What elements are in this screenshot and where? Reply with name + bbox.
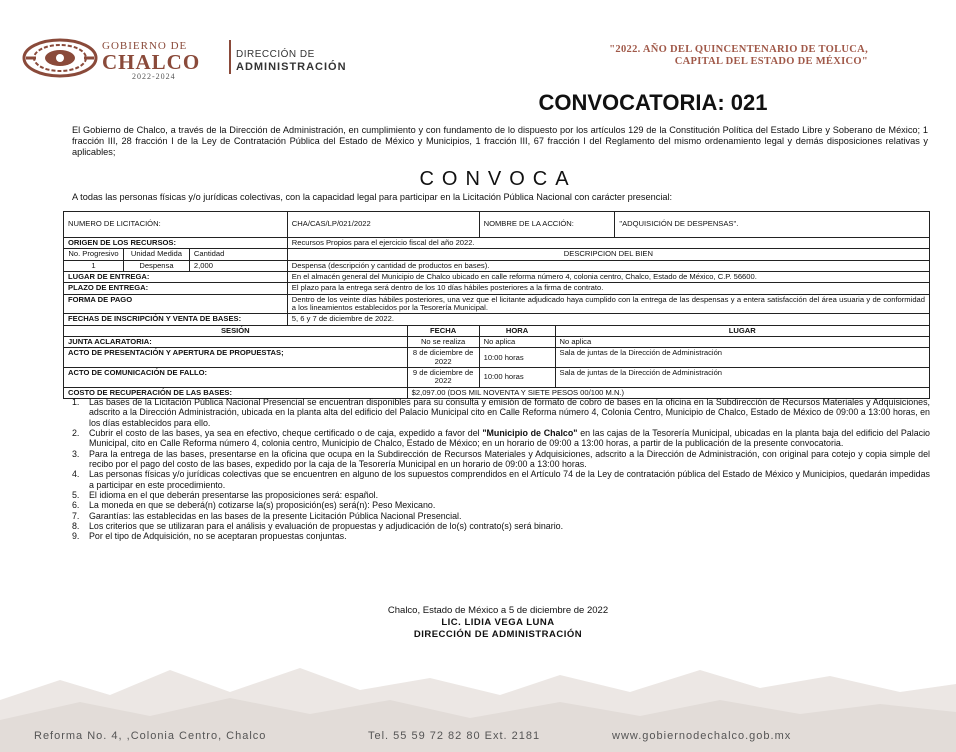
forma-label: FORMA DE PAGO xyxy=(64,294,288,314)
letterhead xyxy=(0,0,956,90)
table-row xyxy=(64,337,930,348)
origen-label: ORIGEN DE LOS RECURSOS: xyxy=(64,238,288,249)
government-logo-text xyxy=(102,41,200,81)
signatory-position: DIRECCIÓN DE ADMINISTRACIÓN xyxy=(413,628,583,640)
session3-lugar: Sala de juntas de la Dirección de Administración xyxy=(555,368,929,388)
place-date: Chalco, Estado de México a 5 de diciembre de 2022 xyxy=(387,605,609,616)
forma-value: Dentro de los veinte días hábiles posteriores, una vez que el licitante adjudicado haya cumplido con la entrega de las despensas y a entera satisfacción del área usuaria y de conformidad a los lineamientos establecidos por la Tesorería Municipal. xyxy=(287,294,929,314)
session3-hora: 10:00 horas xyxy=(479,368,555,388)
fecha-header: FECHA xyxy=(407,325,479,336)
list-item: 2. Cubrir el costo de las bases, ya sea en efectivo, cheque certificado o de caja, expedido a favor del "Municipio de Chalco" en las cajas de la Tesorería Municipal, ubicadas en la planta baja del edificio del Palacio Municipal, cito en Calle Reforma número 4, colonia centro, Municipio de Chalco, Estado de México; en un horario de 09:00 a 13:00 horas, a partir de la publicación de la presente convocatoria. xyxy=(72,427,930,449)
lugar-label: LUGAR DE ENTREGA: xyxy=(64,272,288,283)
year-slogan xyxy=(609,44,868,68)
table-row xyxy=(64,294,930,314)
table-row xyxy=(64,238,930,249)
numero-value: CHA/CAS/LP/021/2022 xyxy=(287,212,479,238)
table-row xyxy=(64,325,930,336)
lugar-value: En el almacén general del Municipio de Chalco ubicado en calle reforma número 4, colonia centro, Chalco, Estado de México, C.P. 56600. xyxy=(287,272,929,283)
session3-fecha: 9 de diciembre de 2022 xyxy=(407,368,479,388)
item-cantidad: 2,000 xyxy=(189,260,287,271)
table-row xyxy=(64,260,930,271)
list-item: 6. La moneda en que se deberá(n) cotizarse la(s) proposición(es) será(n): Peso Mexicano. xyxy=(72,500,436,511)
signatory-name: LIC. LIDIA VEGA LUNA xyxy=(441,616,555,628)
chalco-seal-icon xyxy=(22,38,98,78)
session2-fecha: 8 de diciembre de 2022 xyxy=(407,348,479,368)
session1-hora: No aplica xyxy=(479,337,555,348)
item-no: 1 xyxy=(64,260,124,271)
plazo-label: PLAZO DE ENTREGA: xyxy=(64,283,288,294)
intro-paragraph: El Gobierno de Chalco, a través de la Dirección de Administración, en cumplimiento y con fundamento de lo dispuesto por los artículos 129 de la Constitución Política del Estado Libre y Soberano de México; 1 fracción III, 28 fracción I de la Ley de Contratación Pública del Estado de México y Municipios, 1 fracción III, 67 fracción I del Reglamento del mismo ordenamiento legal y demás disposiciones relativas y aplicables; xyxy=(72,125,928,158)
costo-label: COSTO DE RECUPERACIÓN DE LAS BASES: xyxy=(64,387,408,398)
table-row xyxy=(64,283,930,294)
fechas-label: FECHAS DE INSCRIPCIÓN Y VENTA DE BASES: xyxy=(64,314,288,325)
lugar-header: LUGAR xyxy=(555,325,929,336)
col-cantidad-header: Cantidad xyxy=(189,249,287,260)
table-row xyxy=(64,348,930,368)
session1-lugar: No aplica xyxy=(555,337,929,348)
list-item: 4. Las personas físicas y/o jurídicas colectivas que se encuentren en alguno de los supuestos comprendidos en el Artículo 74 de la Ley de contratación pública del Estado de México y Municipios, quedarán impedidas a participar en este procedimiento. xyxy=(72,469,930,490)
convoca-heading: CONVOCA xyxy=(419,168,577,190)
item-description: Despensa (descripción y cantidad de productos en bases). xyxy=(287,260,929,271)
col-no-header: No. Progresivo xyxy=(64,249,124,260)
footer-address: Reforma No. 4, ,Colonia Centro, Chalco xyxy=(34,730,267,742)
footer xyxy=(0,726,956,748)
dept-line2: ADMINISTRACIÓN xyxy=(236,60,347,73)
session2-hora: 10:00 horas xyxy=(479,348,555,368)
sesion-header: SESIÓN xyxy=(64,325,408,336)
accion-value: "ADQUISICIÓN DE DESPENSAS". xyxy=(615,212,930,238)
session3-name: ACTO DE COMUNICACIÓN DE FALLO: xyxy=(64,368,408,388)
numero-label: NUMERO DE LICITACIÓN: xyxy=(64,212,288,238)
col-descripcion-header: DESCRIPCION DEL BIEN xyxy=(287,249,929,260)
col-unidad-header: Unidad Medida xyxy=(123,249,189,260)
costo-value: $2,097.00 (DOS MIL NOVENTA Y SIETE PESOS 00/100 M.N.) xyxy=(407,387,929,398)
table-row xyxy=(64,368,930,388)
list-item: 8. Los criterios que se utilizaran para el análisis y evaluación de propuestas y adjudicación de lo(s) contrato(s) será binario. xyxy=(72,520,564,531)
origen-value: Recursos Propios para el ejercicio fiscal del año 2022. xyxy=(287,238,929,249)
signature-block xyxy=(0,605,956,641)
table-row xyxy=(64,249,930,260)
dept-line1: DIRECCIÓN DE xyxy=(236,49,315,60)
tender-details-table xyxy=(63,211,930,399)
table-row xyxy=(64,212,930,238)
gov-line1: GOBIERNO DE xyxy=(102,40,188,52)
hora-header: HORA xyxy=(479,325,555,336)
terms-list xyxy=(72,397,930,542)
session1-fecha: No se realiza xyxy=(407,337,479,348)
table-row xyxy=(64,314,930,325)
list-item: 1. Las bases de la Licitación Pública Nacional Presencial se encuentran disponibles para su consulta y emisión de formato de cobro de bases en la oficina en la Subdirección de Recursos Materiales y Adquisiciones, adscrito a la Dirección Administración, ubicada en la planta alta del edificio del Palacio Municipal cito en Calle Reforma número 4, Colonia Centro, Municipio de Chalco, Estado de México de 09:00 a 13:00 horas, en los días establecidos para ello. xyxy=(72,397,930,428)
item-unidad: Despensa xyxy=(123,260,189,271)
gov-years: 2022-2024 xyxy=(132,72,176,81)
gov-line2: CHALCO xyxy=(102,50,201,74)
accion-label: NOMBRE DE LA ACCIÓN: xyxy=(479,212,615,238)
footer-website[interactable]: www.gobiernodechalco.gob.mx xyxy=(612,730,792,742)
slogan-line2: CAPITAL DEL ESTADO DE MÉXICO" xyxy=(674,56,868,68)
session2-name: ACTO DE PRESENTACIÓN Y APERTURA DE PROPUESTAS; xyxy=(64,348,408,368)
list-item: 3. Para la entrega de las bases, presentarse en la oficina que ocupa en la Subdirección de Recursos Materiales y Adquisiciones, adscrito a la Dirección de Administración, con original para cotejo y copia simple del recibo por el pago del costo de las bases, expedido por la caja de la Tesorería Municipal en un horario de 09:00 a 13:00 horas. xyxy=(72,448,930,469)
header-divider xyxy=(229,40,231,74)
list-item: 9. Por el tipo de Adquisición, no se aceptaran propuestas conjuntas. xyxy=(72,531,347,542)
fechas-value: 5, 6 y 7 de diciembre de 2022. xyxy=(287,314,929,325)
table-row xyxy=(64,272,930,283)
slogan-line1: "2022. AÑO DEL QUINCENTENARIO DE TOLUCA, xyxy=(609,44,868,55)
list-item: 7. Garantías: las establecidas en las bases de la presente Licitación Pública Nacional Presencial. xyxy=(72,510,462,521)
plazo-value: El plazo para la entrega será dentro de los 10 días hábiles posteriores a la firma de contrato. xyxy=(287,283,929,294)
list-item: 5. El idioma en el que deberán presentarse las proposiciones será: español. xyxy=(72,489,379,500)
department-name xyxy=(236,49,347,73)
footer-phone: Tel. 55 59 72 82 80 Ext. 2181 xyxy=(368,730,541,742)
session1-name: JUNTA ACLARATORIA: xyxy=(64,337,408,348)
convoca-subtitle: A todas las personas físicas y/o jurídicas colectivas, con la capacidad legal para participar en la Licitación Pública Nacional con carácter presencial: xyxy=(72,192,673,202)
session2-lugar: Sala de juntas de la Dirección de Administración xyxy=(555,348,929,368)
document-title: CONVOCATORIA: 021 xyxy=(538,90,768,115)
